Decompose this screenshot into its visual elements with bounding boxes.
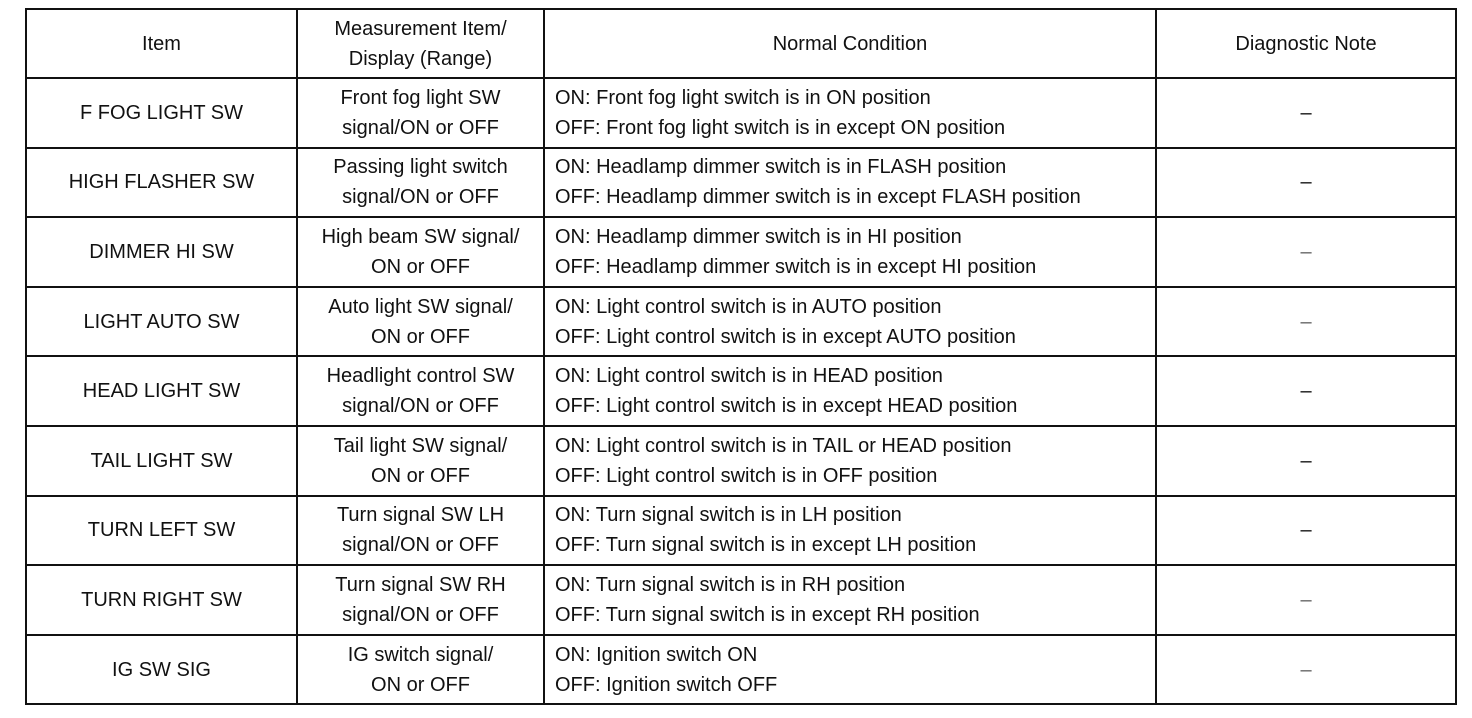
table-row bbox=[26, 287, 1456, 357]
row-measurement-line2: ON or OFF bbox=[371, 255, 470, 278]
table-row bbox=[26, 565, 1456, 635]
row-diagnostic-note bbox=[1156, 426, 1456, 496]
data-monitor-table-container bbox=[25, 8, 1455, 705]
row-measurement bbox=[297, 217, 544, 287]
row-diagnostic-note bbox=[1156, 496, 1456, 566]
row-measurement-line1: Headlight control SW bbox=[326, 365, 515, 388]
row-normal-condition bbox=[544, 217, 1156, 287]
row-measurement-line1: Front fog light SW bbox=[340, 86, 501, 109]
row-measurement-line1: Auto light SW signal/ bbox=[328, 295, 513, 318]
row-condition-off: OFF: Light control switch is in except AUTO position bbox=[555, 325, 1016, 348]
row-item: LIGHT AUTO SW bbox=[26, 287, 297, 357]
row-measurement bbox=[297, 287, 544, 357]
row-item: HEAD LIGHT SW bbox=[26, 356, 297, 426]
row-condition-off: OFF: Headlamp dimmer switch is in except FLASH position bbox=[555, 186, 1081, 209]
row-condition-off: OFF: Turn signal switch is in except RH position bbox=[555, 603, 980, 626]
row-normal-condition bbox=[544, 356, 1156, 426]
row-item: IG SW SIG bbox=[26, 635, 297, 705]
row-measurement-line1: Turn signal SW LH bbox=[336, 504, 505, 527]
row-measurement-line1: Turn signal SW RH bbox=[335, 573, 506, 596]
row-diagnostic-note bbox=[1156, 356, 1456, 426]
row-item: TURN RIGHT SW bbox=[26, 565, 297, 635]
note-dash: – bbox=[1300, 380, 1312, 403]
row-measurement bbox=[297, 496, 544, 566]
row-condition-off: OFF: Light control switch is in except HEAD position bbox=[555, 395, 1018, 418]
row-measurement-line2: ON or OFF bbox=[371, 464, 470, 487]
row-normal-condition bbox=[544, 426, 1156, 496]
row-condition-on: ON: Turn signal switch is in LH position bbox=[555, 504, 902, 527]
row-condition-on: ON: Ignition switch ON bbox=[555, 643, 758, 666]
row-measurement-line1: High beam SW signal/ bbox=[321, 225, 520, 248]
row-item: HIGH FLASHER SW bbox=[26, 148, 297, 218]
row-diagnostic-note bbox=[1156, 287, 1456, 357]
header-measurement bbox=[297, 9, 544, 78]
row-condition-on: ON: Headlamp dimmer switch is in HI position bbox=[555, 225, 962, 248]
row-normal-condition bbox=[544, 78, 1156, 148]
row-condition-off: OFF: Ignition switch OFF bbox=[555, 673, 778, 696]
row-condition-on: ON: Light control switch is in TAIL or HEAD position bbox=[555, 434, 1012, 457]
row-measurement-line1: IG switch signal/ bbox=[347, 643, 494, 666]
note-dash: – bbox=[1300, 240, 1312, 263]
note-dash: – bbox=[1300, 588, 1312, 611]
row-condition-off: OFF: Light control switch is in OFF position bbox=[555, 464, 938, 487]
row-measurement-line1: Passing light switch bbox=[333, 156, 508, 179]
row-condition-off: OFF: Front fog light switch is in except ON position bbox=[555, 116, 1006, 139]
note-dash: – bbox=[1300, 101, 1312, 124]
note-dash: – bbox=[1300, 519, 1312, 542]
row-condition-on: ON: Light control switch is in HEAD position bbox=[555, 365, 943, 388]
header-measurement-line2: Display (Range) bbox=[348, 47, 493, 70]
row-measurement bbox=[297, 148, 544, 218]
row-normal-condition bbox=[544, 148, 1156, 218]
row-condition-on: ON: Light control switch is in AUTO position bbox=[555, 295, 942, 318]
table-row bbox=[26, 496, 1456, 566]
row-measurement-line1: Tail light SW signal/ bbox=[333, 434, 508, 457]
row-item: F FOG LIGHT SW bbox=[26, 78, 297, 148]
header-normal-condition: Normal Condition bbox=[544, 9, 1156, 78]
row-normal-condition bbox=[544, 287, 1156, 357]
header-measurement-line1: Measurement Item/ bbox=[334, 17, 507, 40]
row-diagnostic-note bbox=[1156, 635, 1456, 705]
table-header-row bbox=[26, 9, 1456, 78]
row-measurement bbox=[297, 78, 544, 148]
row-measurement bbox=[297, 565, 544, 635]
header-diagnostic-note: Diagnostic Note bbox=[1156, 9, 1456, 78]
row-item: TAIL LIGHT SW bbox=[26, 426, 297, 496]
row-condition-off: OFF: Turn signal switch is in except LH position bbox=[555, 534, 977, 557]
row-condition-on: ON: Headlamp dimmer switch is in FLASH position bbox=[555, 156, 1007, 179]
row-condition-off: OFF: Headlamp dimmer switch is in except HI position bbox=[555, 255, 1037, 278]
row-measurement-line2: signal/ON or OFF bbox=[342, 116, 499, 139]
row-diagnostic-note bbox=[1156, 565, 1456, 635]
row-measurement-line2: ON or OFF bbox=[371, 325, 470, 348]
row-diagnostic-note bbox=[1156, 78, 1456, 148]
table-row bbox=[26, 217, 1456, 287]
table-row bbox=[26, 78, 1456, 148]
row-measurement-line2: signal/ON or OFF bbox=[342, 603, 499, 626]
row-measurement bbox=[297, 356, 544, 426]
note-dash: – bbox=[1300, 449, 1312, 472]
row-normal-condition bbox=[544, 635, 1156, 705]
note-dash: – bbox=[1300, 171, 1312, 194]
note-dash: – bbox=[1300, 310, 1312, 333]
row-item: TURN LEFT SW bbox=[26, 496, 297, 566]
row-measurement-line2: ON or OFF bbox=[371, 673, 470, 696]
row-condition-on: ON: Turn signal switch is in RH position bbox=[555, 573, 906, 596]
row-item: DIMMER HI SW bbox=[26, 217, 297, 287]
row-condition-on: ON: Front fog light switch is in ON position bbox=[555, 86, 931, 109]
row-measurement bbox=[297, 426, 544, 496]
data-monitor-table bbox=[25, 8, 1457, 705]
row-normal-condition bbox=[544, 565, 1156, 635]
header-item: Item bbox=[26, 9, 297, 78]
row-measurement-line2: signal/ON or OFF bbox=[342, 534, 499, 557]
row-measurement-line2: signal/ON or OFF bbox=[342, 186, 499, 209]
note-dash: – bbox=[1300, 658, 1312, 681]
table-row bbox=[26, 148, 1456, 218]
table-row bbox=[26, 635, 1456, 705]
row-diagnostic-note bbox=[1156, 217, 1456, 287]
table-row bbox=[26, 426, 1456, 496]
row-normal-condition bbox=[544, 496, 1156, 566]
row-measurement bbox=[297, 635, 544, 705]
row-measurement-line2: signal/ON or OFF bbox=[342, 395, 499, 418]
row-diagnostic-note bbox=[1156, 148, 1456, 218]
table-row bbox=[26, 356, 1456, 426]
